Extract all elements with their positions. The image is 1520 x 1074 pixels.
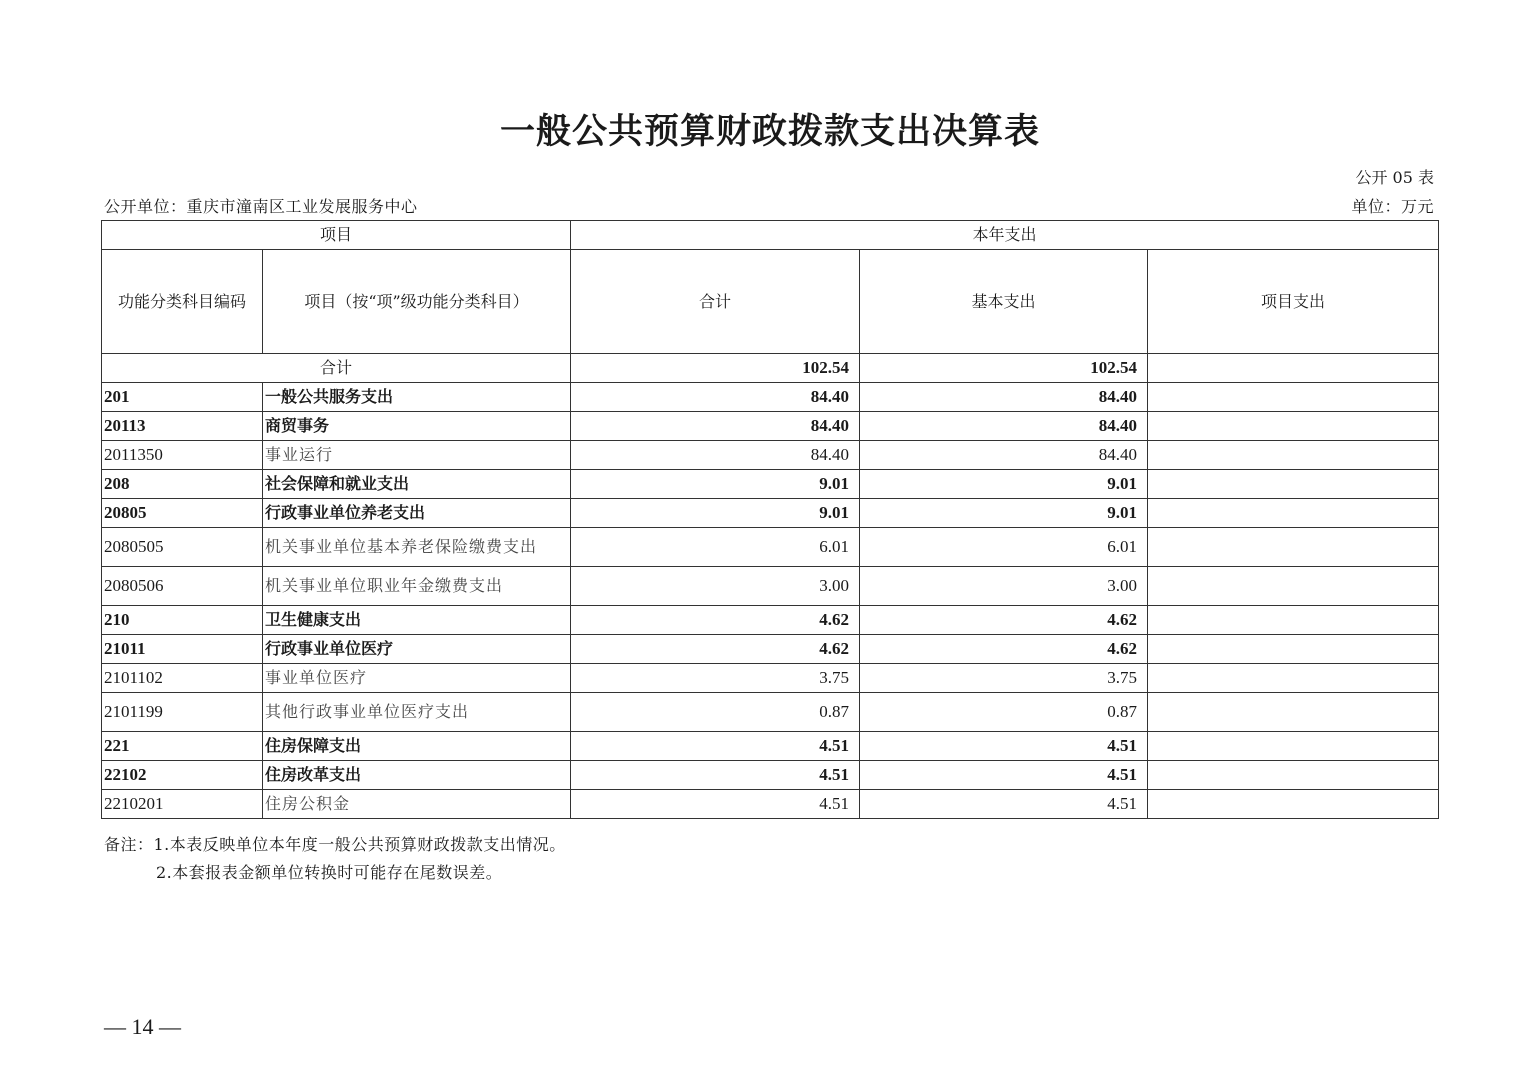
- header-year-expenditure: 本年支出: [571, 221, 1439, 250]
- row-total: 4.62: [571, 635, 860, 664]
- table-row: [102, 499, 1439, 528]
- row-total: 4.51: [571, 732, 860, 761]
- row-total: 84.40: [571, 412, 860, 441]
- expenditure-table: [101, 220, 1439, 819]
- row-basic: 3.75: [860, 664, 1148, 693]
- table-row: [102, 693, 1439, 732]
- row-name: 一般公共服务支出: [263, 383, 571, 412]
- row-basic: 4.62: [860, 606, 1148, 635]
- total-project: [1148, 354, 1439, 383]
- row-basic: 84.40: [860, 412, 1148, 441]
- row-name: 社会保障和就业支出: [263, 470, 571, 499]
- table-row: [102, 761, 1439, 790]
- row-project: [1148, 790, 1439, 819]
- row-total: 4.51: [571, 761, 860, 790]
- row-project: [1148, 470, 1439, 499]
- total-value: 102.54: [571, 354, 860, 383]
- table-row: [102, 732, 1439, 761]
- table-row: [102, 441, 1439, 470]
- note-2: 2.本套报表金额单位转换时可能存在尾数误差。: [156, 863, 503, 882]
- row-basic: 0.87: [860, 693, 1148, 732]
- row-code: 21011: [102, 635, 263, 664]
- table-row: [102, 567, 1439, 606]
- form-number: 公开 05 表: [1355, 168, 1434, 187]
- row-name: 机关事业单位职业年金缴费支出: [263, 567, 571, 606]
- row-total: 4.62: [571, 606, 860, 635]
- row-code: 2210201: [102, 790, 263, 819]
- row-code: 201: [102, 383, 263, 412]
- page-title: 一般公共预算财政拨款支出决算表: [499, 111, 1040, 152]
- table-row: [102, 412, 1439, 441]
- table-row: [102, 606, 1439, 635]
- row-code: 2080506: [102, 567, 263, 606]
- reporting-unit: 公开单位：重庆市潼南区工业发展服务中心: [104, 197, 418, 216]
- total-row: [102, 354, 1439, 383]
- row-basic: 4.62: [860, 635, 1148, 664]
- row-basic: 4.51: [860, 761, 1148, 790]
- row-name: 其他行政事业单位医疗支出: [263, 693, 571, 732]
- row-total: 84.40: [571, 383, 860, 412]
- table-row: [102, 664, 1439, 693]
- row-total: 3.00: [571, 567, 860, 606]
- row-basic: 9.01: [860, 470, 1148, 499]
- row-basic: 84.40: [860, 383, 1148, 412]
- row-total: 9.01: [571, 470, 860, 499]
- row-code: 208: [102, 470, 263, 499]
- row-name: 事业单位医疗: [263, 664, 571, 693]
- row-code: 2080505: [102, 528, 263, 567]
- row-code: 2101102: [102, 664, 263, 693]
- note-1: 备注：1.本表反映单位本年度一般公共预算财政拨款支出情况。: [104, 835, 566, 854]
- row-basic: 4.51: [860, 790, 1148, 819]
- row-project: [1148, 528, 1439, 567]
- row-name: 住房公积金: [263, 790, 571, 819]
- row-name: 事业运行: [263, 441, 571, 470]
- row-project: [1148, 499, 1439, 528]
- table-row: [102, 790, 1439, 819]
- header-row-2: [102, 250, 1439, 354]
- currency-unit: 单位：万元: [1351, 197, 1434, 216]
- header-code: 功能分类科目编码: [102, 250, 263, 354]
- row-name: 行政事业单位医疗: [263, 635, 571, 664]
- row-code: 20113: [102, 412, 263, 441]
- row-total: 84.40: [571, 441, 860, 470]
- row-code: 221: [102, 732, 263, 761]
- row-project: [1148, 732, 1439, 761]
- row-project: [1148, 441, 1439, 470]
- row-total: 9.01: [571, 499, 860, 528]
- header-name: 项目（按“项”级功能分类科目）: [263, 250, 571, 354]
- row-code: 2101199: [102, 693, 263, 732]
- row-project: [1148, 412, 1439, 441]
- row-project: [1148, 606, 1439, 635]
- total-basic: 102.54: [860, 354, 1148, 383]
- row-name: 住房保障支出: [263, 732, 571, 761]
- header-project: 项目: [102, 221, 571, 250]
- row-project: [1148, 664, 1439, 693]
- row-total: 0.87: [571, 693, 860, 732]
- row-name: 行政事业单位养老支出: [263, 499, 571, 528]
- row-name: 机关事业单位基本养老保险缴费支出: [263, 528, 571, 567]
- total-label: 合计: [102, 354, 571, 383]
- row-name: 住房改革支出: [263, 761, 571, 790]
- row-code: 20805: [102, 499, 263, 528]
- row-basic: 4.51: [860, 732, 1148, 761]
- page-number: — 14 —: [104, 1014, 181, 1039]
- row-basic: 9.01: [860, 499, 1148, 528]
- row-total: 6.01: [571, 528, 860, 567]
- row-basic: 6.01: [860, 528, 1148, 567]
- row-project: [1148, 567, 1439, 606]
- row-project: [1148, 635, 1439, 664]
- row-basic: 84.40: [860, 441, 1148, 470]
- header-row-1: [102, 221, 1439, 250]
- table-row: [102, 470, 1439, 499]
- table-row: [102, 528, 1439, 567]
- table-row: [102, 635, 1439, 664]
- row-project: [1148, 383, 1439, 412]
- row-total: 4.51: [571, 790, 860, 819]
- row-project: [1148, 761, 1439, 790]
- header-basic: 基本支出: [860, 250, 1148, 354]
- row-project: [1148, 693, 1439, 732]
- table-row: [102, 383, 1439, 412]
- row-code: 210: [102, 606, 263, 635]
- row-code: 22102: [102, 761, 263, 790]
- row-name: 商贸事务: [263, 412, 571, 441]
- header-project-exp: 项目支出: [1148, 250, 1439, 354]
- row-name: 卫生健康支出: [263, 606, 571, 635]
- row-code: 2011350: [102, 441, 263, 470]
- notes: [104, 831, 566, 887]
- header-total: 合计: [571, 250, 860, 354]
- row-total: 3.75: [571, 664, 860, 693]
- row-basic: 3.00: [860, 567, 1148, 606]
